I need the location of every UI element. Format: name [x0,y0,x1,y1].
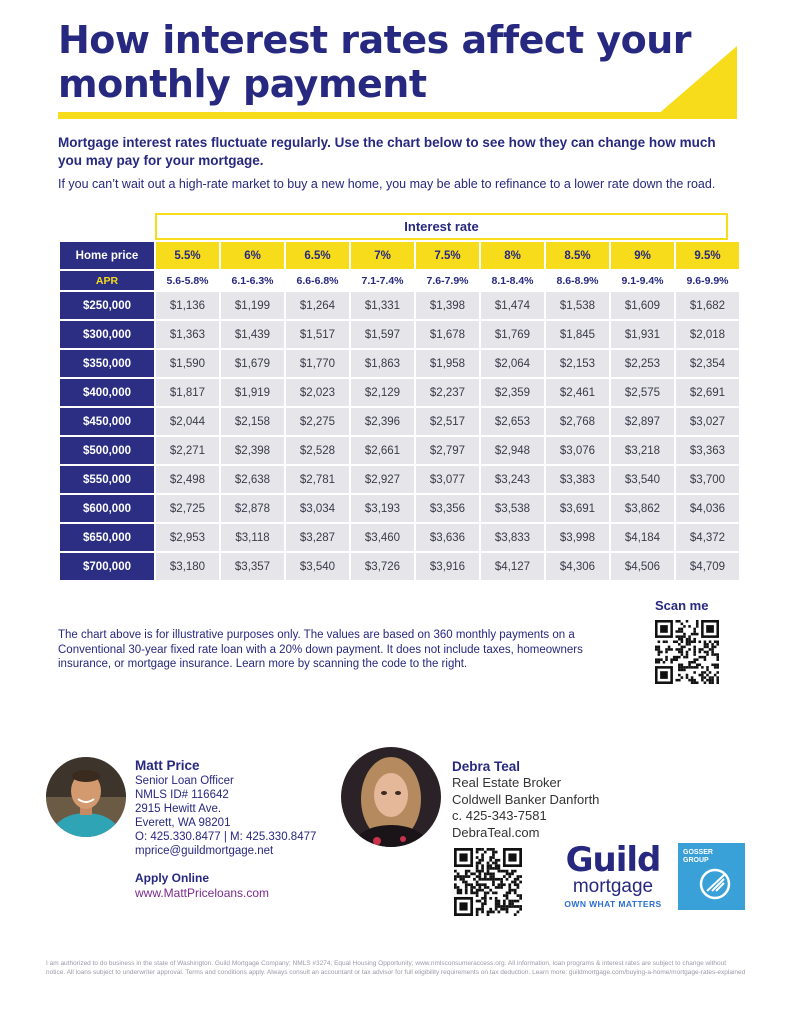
payment-cell: $4,506 [611,553,674,582]
payment-cell: $4,036 [676,495,739,524]
payment-cell: $2,271 [156,437,219,466]
payment-cell: $2,575 [611,379,674,408]
gosser-logo-line1: GOSSER [683,849,713,856]
home-price-cell: $300,000 [60,321,154,350]
home-price-cell: $250,000 [60,292,154,321]
payment-cell: $2,396 [351,408,414,437]
payment-cell: $2,398 [221,437,284,466]
payment-cell: $2,018 [676,321,739,350]
table-row [60,379,739,408]
payment-cell: $3,998 [546,524,609,553]
title-accent-bar [58,112,737,119]
payment-cell: $3,726 [351,553,414,582]
payment-cell: $3,862 [611,495,674,524]
apr-range: 8.6-8.9% [546,271,609,292]
guild-mortgage-logo [560,840,666,911]
payment-cell: $1,679 [221,350,284,379]
payment-cell: $2,725 [156,495,219,524]
payment-cell: $1,845 [546,321,609,350]
payment-cell: $1,517 [286,321,349,350]
payment-cell: $2,953 [156,524,219,553]
apr-range: 9.1-9.4% [611,271,674,292]
page-title: How interest rates affect your monthly payment [58,18,692,106]
payment-cell: $1,919 [221,379,284,408]
payment-cell: $1,590 [156,350,219,379]
table-row [60,350,739,379]
home-price-label: Home price [60,242,154,271]
payment-cell: $2,044 [156,408,219,437]
home-price-cell: $600,000 [60,495,154,524]
payment-cell: $3,700 [676,466,739,495]
payment-cell: $2,275 [286,408,349,437]
payment-cell: $3,076 [546,437,609,466]
rate-column-header: 8.5% [546,242,609,271]
apr-range: 5.6-5.8% [156,271,219,292]
payment-cell: $1,597 [351,321,414,350]
payment-table [58,242,741,582]
payment-cell: $1,439 [221,321,284,350]
rate-column-header: 8% [481,242,544,271]
payment-cell: $2,797 [416,437,479,466]
payment-cell: $2,691 [676,379,739,408]
payment-cell: $3,193 [351,495,414,524]
loan-officer-title: Senior Loan Officer [135,775,234,787]
payment-cell: $3,540 [611,466,674,495]
payment-cell: $2,528 [286,437,349,466]
legal-disclaimer: I am authorized to do business in the state of Washington. Guild Mortgage Company; NMLS #3274; Equal Housing Opportunity; www.nmlsconsumeraccess.org. All information, loan programs & interest rates are subject to change without notice. All loans subject to underwriter approval. Terms and conditions apply. Always consult an accountant or tax advisor for full eligibility requirements on tax deduction. Learn more: guildmortgage.com/buying-a-home/mortgage-rates-explained [46,960,746,976]
payment-cell: $2,927 [351,466,414,495]
table-row [60,466,739,495]
interest-rate-header: Interest rate [155,213,728,240]
title-accent-triangle [656,46,737,116]
apr-range: 6.6-6.8% [286,271,349,292]
apply-online-link[interactable]: www.MattPriceloans.com [135,886,270,900]
payment-cell: $2,768 [546,408,609,437]
payment-cell: $2,359 [481,379,544,408]
rate-column-header: 9.5% [676,242,739,271]
payment-cell: $2,064 [481,350,544,379]
home-price-cell: $700,000 [60,553,154,582]
apr-label: APR [60,271,154,292]
apr-range: 7.6-7.9% [416,271,479,292]
payment-cell: $3,287 [286,524,349,553]
payment-cell: $1,817 [156,379,219,408]
payment-cell: $2,897 [611,408,674,437]
payment-cell: $3,243 [481,466,544,495]
table-row [60,321,739,350]
loan-officer-name: Matt Price [135,758,200,773]
gosser-emblem-icon [698,867,732,901]
payment-cell: $2,461 [546,379,609,408]
payment-cell: $1,474 [481,292,544,321]
debra-teal-avatar [341,747,441,847]
rate-column-header: 7% [351,242,414,271]
table-row [60,408,739,437]
rate-column-header: 5.5% [156,242,219,271]
payment-cell: $2,517 [416,408,479,437]
payment-cell: $3,833 [481,524,544,553]
apply-online [135,871,269,901]
loan-officer-address-1: 2915 Hewitt Ave. [135,803,222,815]
home-price-cell: $350,000 [60,350,154,379]
payment-cell: $1,682 [676,292,739,321]
payment-cell: $2,023 [286,379,349,408]
broker-company: Coldwell Banker Danforth [452,791,600,807]
guild-wordmark: Guild [565,840,661,880]
broker-website[interactable]: DebraTeal.com [452,824,540,840]
payment-cell: $4,127 [481,553,544,582]
payment-cell: $1,398 [416,292,479,321]
payment-cell: $1,609 [611,292,674,321]
qr-code-rates[interactable] [655,620,719,684]
real-estate-broker-info [452,758,652,841]
table-row [60,524,739,553]
payment-cell: $1,769 [481,321,544,350]
payment-cell: $3,218 [611,437,674,466]
scan-me-label: Scan me [655,598,709,613]
matt-price-avatar [46,757,126,837]
payment-cell: $3,027 [676,408,739,437]
broker-name: Debra Teal [452,759,521,774]
payment-cell: $3,636 [416,524,479,553]
loan-officer-info [135,758,365,858]
payment-cell: $1,331 [351,292,414,321]
rate-column-header: 7.5% [416,242,479,271]
apr-range: 7.1-7.4% [351,271,414,292]
home-price-cell: $550,000 [60,466,154,495]
payment-cell: $2,948 [481,437,544,466]
loan-officer-phones[interactable]: O: 425.330.8477 | M: 425.330.8477 [135,831,317,843]
home-price-cell: $400,000 [60,379,154,408]
rate-column-header: 9% [611,242,674,271]
payment-cell: $3,357 [221,553,284,582]
payment-cell: $2,878 [221,495,284,524]
table-row [60,495,739,524]
payment-cell: $3,356 [416,495,479,524]
table-row [60,553,739,582]
payment-cell: $1,678 [416,321,479,350]
rate-column-header: 6% [221,242,284,271]
payment-cell: $3,077 [416,466,479,495]
payment-cell: $3,691 [546,495,609,524]
payment-cell: $3,460 [351,524,414,553]
qr-code-icon [655,620,719,684]
loan-officer-nmls: NMLS ID# 116642 [135,789,229,801]
table-row [60,437,739,466]
home-price-cell: $650,000 [60,524,154,553]
payment-cell: $3,180 [156,553,219,582]
gosser-logo-line2: GROUP [683,857,709,864]
payment-cell: $1,136 [156,292,219,321]
payment-cell: $1,931 [611,321,674,350]
payment-cell: $2,253 [611,350,674,379]
payment-cell: $4,709 [676,553,739,582]
payment-cell: $3,118 [221,524,284,553]
qr-code-icon [454,848,522,916]
home-price-cell: $450,000 [60,408,154,437]
payment-cell: $2,653 [481,408,544,437]
payment-cell: $2,129 [351,379,414,408]
broker-phone[interactable]: c. 425-343-7581 [452,808,547,823]
payment-cell: $3,540 [286,553,349,582]
chart-disclaimer: The chart above is for illustrative purposes only. The values are based on 360 monthly payments on a Conventional 30-year fixed rate loan with a 20% down payment. It does not include taxes, homeowners insurance, or mortgage insurance. Learn more by scanning the code to the right. [58,629,583,670]
payment-cell: $2,354 [676,350,739,379]
gosser-group-logo [678,843,745,910]
apr-range: 6.1-6.3% [221,271,284,292]
payment-cell: $3,363 [676,437,739,466]
intro-text: If you can’t wait out a high-rate market to buy a new home, you may be able to refinance to a lower rate down the road. [58,177,716,191]
rate-header-row [60,242,739,271]
payment-cell: $2,237 [416,379,479,408]
apr-range: 8.1-8.4% [481,271,544,292]
qr-code-broker[interactable] [454,848,522,916]
payment-cell: $2,661 [351,437,414,466]
payment-cell: $1,264 [286,292,349,321]
payment-cell: $4,184 [611,524,674,553]
payment-cell: $3,916 [416,553,479,582]
payment-cell: $1,363 [156,321,219,350]
payment-cell: $1,199 [221,292,284,321]
payment-cell: $1,538 [546,292,609,321]
payment-cell: $4,306 [546,553,609,582]
intro-bold-text: Mortgage interest rates fluctuate regularly. Use the chart below to see how they can change how much you may pay for your mortgage. [58,135,716,168]
apr-row [60,271,739,292]
apply-online-label: Apply Online [135,871,210,885]
payment-cell: $1,770 [286,350,349,379]
payment-cell: $4,372 [676,524,739,553]
mortgage-wordmark: mortgage [572,876,654,897]
payment-cell: $2,498 [156,466,219,495]
table-row [60,292,739,321]
payment-cell: $2,638 [221,466,284,495]
payment-cell: $2,781 [286,466,349,495]
home-price-cell: $500,000 [60,437,154,466]
payment-cell: $2,158 [221,408,284,437]
broker-title: Real Estate Broker [452,775,562,790]
payment-cell: $2,153 [546,350,609,379]
guild-tagline: OWN WHAT MATTERS [564,899,662,909]
payment-cell: $3,034 [286,495,349,524]
apr-range: 9.6-9.9% [676,271,739,292]
loan-officer-email[interactable]: mprice@guildmortgage.net [135,845,274,857]
payment-cell: $1,863 [351,350,414,379]
payment-cell: $1,958 [416,350,479,379]
payment-cell: $3,383 [546,466,609,495]
rate-column-header: 6.5% [286,242,349,271]
loan-officer-address-2: Everett, WA 98201 [135,817,231,829]
payment-cell: $3,538 [481,495,544,524]
